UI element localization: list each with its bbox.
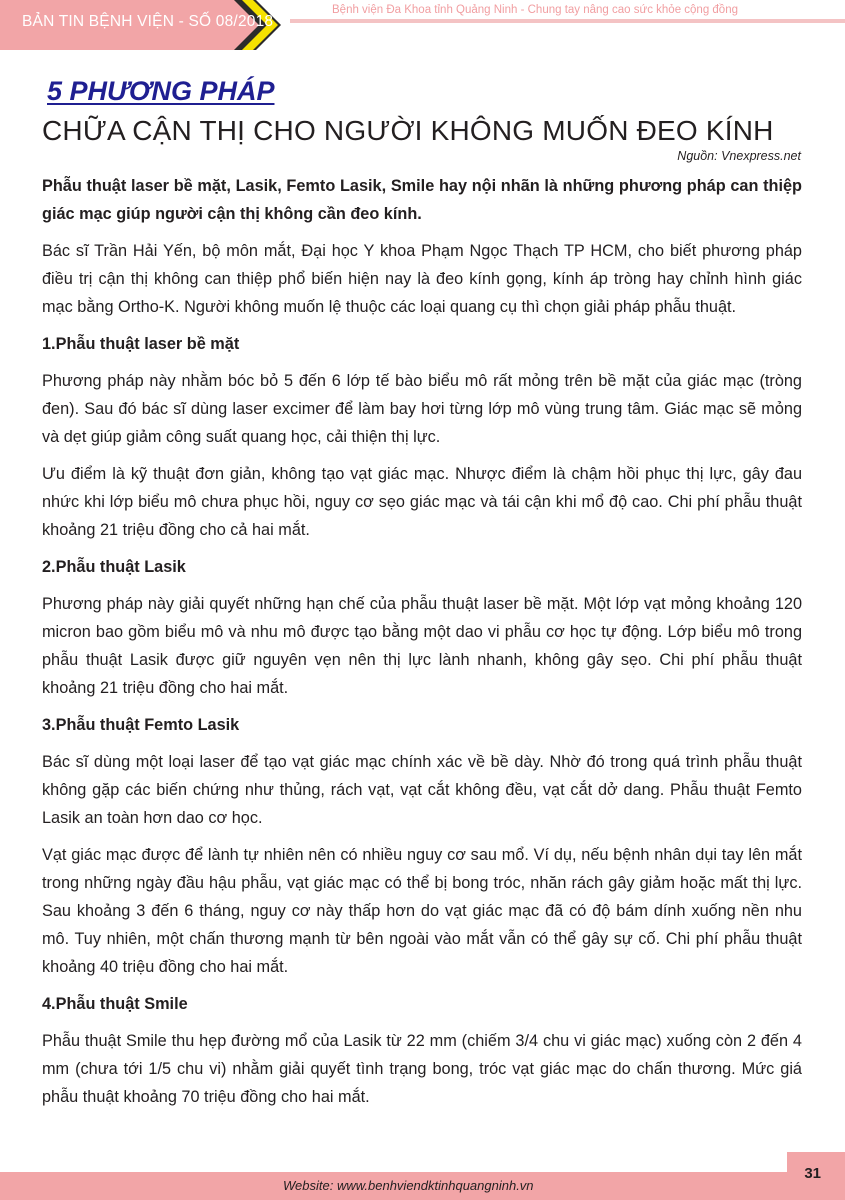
section-paragraph: Phẫu thuật Smile thu hẹp đường mổ của Lasik từ 22 mm (chiếm 3/4 chu vi giác mạc) xuống còn 2 đến 4 mm (chưa tới 1/5 chu vi) nhằm giải quyết tình trạng bong, tróc vạt giác mạc do chấn thương. Mức giá phẫu thuật khoảng 70 triệu đồng cho hai mắt. bbox=[42, 1032, 802, 1106]
page-header bbox=[0, 0, 845, 50]
footer-website: Website: www.benhviendktinhquangninh.vn bbox=[283, 1178, 534, 1193]
section-heading: 3.Phẫu thuật Femto Lasik bbox=[42, 716, 240, 734]
section-heading: 2.Phẫu thuật Lasik bbox=[42, 558, 186, 576]
section-heading: 1.Phẫu thuật laser bề mặt bbox=[42, 335, 240, 353]
article-lead: Phẫu thuật laser bề mặt, Lasik, Femto Lasik, Smile hay nội nhãn là những phương pháp can thiệp giác mạc giúp người cận thị không cần đeo kính. bbox=[42, 177, 802, 223]
section-paragraph: Phương pháp này nhằm bóc bỏ 5 đến 6 lớp tế bào biểu mô rất mỏng trên bề mặt của giác mạc (tròng đen). Sau đó bác sĩ dùng laser excimer để làm bay hơi từng lớp mô vùng trung tâm. Giác mạc sẽ mỏng và dẹt giúp giảm công suất quang học, cải thiện thị lực. bbox=[42, 372, 802, 446]
section-heading: 4.Phẫu thuật Smile bbox=[42, 995, 188, 1013]
page-number: 31 bbox=[804, 1165, 821, 1182]
header-divider bbox=[290, 19, 845, 23]
article-body bbox=[42, 172, 802, 1120]
article-source: Nguồn: Vnexpress.net bbox=[677, 149, 801, 163]
header-slogan: Bệnh viện Đa Khoa tỉnh Quảng Ninh - Chung tay nâng cao sức khỏe cộng đồng bbox=[332, 4, 738, 16]
article-intro: Bác sĩ Trần Hải Yến, bộ môn mắt, Đại học Y khoa Phạm Ngọc Thạch TP HCM, cho biết phương pháp điều trị cận thị không can thiệp phổ biến hiện nay là đeo kính gọng, kính áp tròng hay chỉnh hình giác mạc bằng Ortho-K. Người không muốn lệ thuộc các loại quang cụ thì chọn giải pháp phẫu thuật. bbox=[42, 242, 802, 316]
article-title: 5 PHƯƠNG PHÁP bbox=[47, 76, 275, 106]
header-issue-title: BẢN TIN BỆNH VIỆN - SỐ 08/2018 bbox=[22, 13, 274, 30]
section-paragraph: Vạt giác mạc được để lành tự nhiên nên có nhiều nguy cơ sau mổ. Ví dụ, nếu bệnh nhân dụi tay lên mắt trong những ngày đầu hậu phẫu, vạt giác mạc có thể bị bong tróc, nhăn rách gây giảm hoặc mất thị lực. Sau khoảng 3 đến 6 tháng, nguy cơ này thấp hơn do vạt giác mạc đã có độ bám dính xuống nền nhu mô. Tuy nhiên, một chấn thương mạnh từ bên ngoài vào mắt vẫn có thể gây sự cố. Chi phí phẫu thuật khoảng 40 triệu đồng cho hai mắt. bbox=[42, 846, 802, 976]
section-paragraph: Phương pháp này giải quyết những hạn chế của phẫu thuật laser bề mặt. Một lớp vạt mỏng khoảng 120 micron bao gồm biểu mô và nhu mô được tạo bằng một dao vi phẫu cơ học tự động. Lớp biểu mô trong phẫu thuật Lasik được giữ nguyên vẹn nên thị lực lành nhanh, không gây sẹo. Chi phí phẫu thuật khoảng 21 triệu đồng cho hai mắt. bbox=[42, 595, 802, 697]
section-paragraph: Ưu điểm là kỹ thuật đơn giản, không tạo vạt giác mạc. Nhược điểm là chậm hồi phục thị lực, gây đau nhức khi lớp biểu mô chưa phục hồi, nguy cơ sẹo giác mạc và tái cận khi mổ độ cao. Chi phí phẫu thuật khoảng 21 triệu đồng cho cả hai mắt. bbox=[42, 465, 802, 539]
article-subtitle: CHỮA CẬN THỊ CHO NGƯỜI KHÔNG MUỐN ĐEO KÍNH bbox=[42, 115, 774, 146]
section-paragraph: Bác sĩ dùng một loại laser để tạo vạt giác mạc chính xác về bề dày. Nhờ đó trong quá trình phẫu thuật không gặp các biến chứng như thủng, rách vạt, vạt cắt không đều, vạt cắt dở dang. Phẫu thuật Femto Lasik an toàn hơn dao cơ học. bbox=[42, 753, 802, 827]
